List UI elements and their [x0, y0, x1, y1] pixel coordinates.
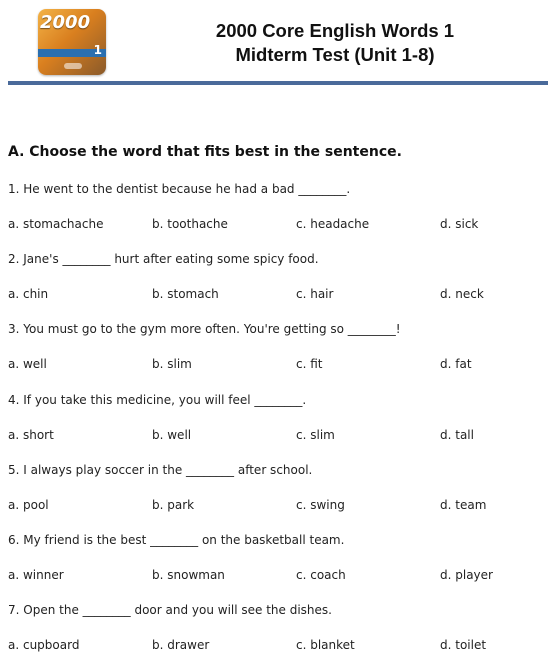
- option-c: c. fit: [296, 357, 323, 371]
- question-3: 3. You must go to the gym more often. You're getting so ________!: [8, 322, 401, 336]
- question-7: 7. Open the ________ door and you will see the dishes.: [8, 603, 332, 617]
- option-d: d. team: [440, 498, 487, 512]
- logo-number: 2000: [40, 12, 91, 33]
- option-a: a. pool: [8, 498, 49, 512]
- header-divider: [8, 81, 548, 85]
- logo-mark: [64, 63, 82, 69]
- option-a: a. stomachache: [8, 217, 104, 231]
- option-d: d. sick: [440, 217, 479, 231]
- question-5: 5. I always play soccer in the ________ after school.: [8, 463, 313, 477]
- options-7: [8, 638, 548, 654]
- question-4: 4. If you take this medicine, you will feel ________.: [8, 393, 307, 407]
- book-cover-logo: [38, 9, 106, 75]
- option-a: a. cupboard: [8, 638, 80, 652]
- page-title: [200, 19, 470, 67]
- title-line-2: Midterm Test (Unit 1-8): [235, 44, 435, 65]
- option-b: b. well: [152, 428, 192, 442]
- option-c: c. slim: [296, 428, 335, 442]
- section-heading: A. Choose the word that fits best in the sentence.: [8, 144, 402, 160]
- option-d: d. neck: [440, 287, 484, 301]
- option-d: d. fat: [440, 357, 472, 371]
- option-b: b. drawer: [152, 638, 210, 652]
- option-a: a. chin: [8, 287, 49, 301]
- options-1: [8, 217, 548, 233]
- option-c: c. swing: [296, 498, 345, 512]
- option-d: d. tall: [440, 428, 474, 442]
- option-d: d. toilet: [440, 638, 487, 652]
- title-line-1: 2000 Core English Words 1: [215, 20, 455, 41]
- option-d: d. player: [440, 568, 493, 582]
- question-2: 2. Jane's ________ hurt after eating some spicy food.: [8, 252, 319, 266]
- option-b: b. snowman: [152, 568, 225, 582]
- logo-volume: 1: [93, 43, 102, 57]
- option-a: a. short: [8, 428, 54, 442]
- option-c: c. headache: [296, 217, 370, 231]
- options-5: [8, 498, 548, 514]
- option-b: b. park: [152, 498, 195, 512]
- option-a: a. winner: [8, 568, 64, 582]
- question-6: 6. My friend is the best ________ on the basketball team.: [8, 533, 345, 547]
- options-6: [8, 568, 548, 584]
- option-a: a. well: [8, 357, 47, 371]
- options-3: [8, 357, 548, 373]
- option-c: c. coach: [296, 568, 346, 582]
- option-b: b. stomach: [152, 287, 219, 301]
- options-4: [8, 428, 548, 444]
- option-c: c. blanket: [296, 638, 355, 652]
- option-c: c. hair: [296, 287, 334, 301]
- question-1: 1. He went to the dentist because he had a bad ________.: [8, 182, 351, 196]
- option-b: b. toothache: [152, 217, 228, 231]
- option-b: b. slim: [152, 357, 192, 371]
- options-2: [8, 287, 548, 303]
